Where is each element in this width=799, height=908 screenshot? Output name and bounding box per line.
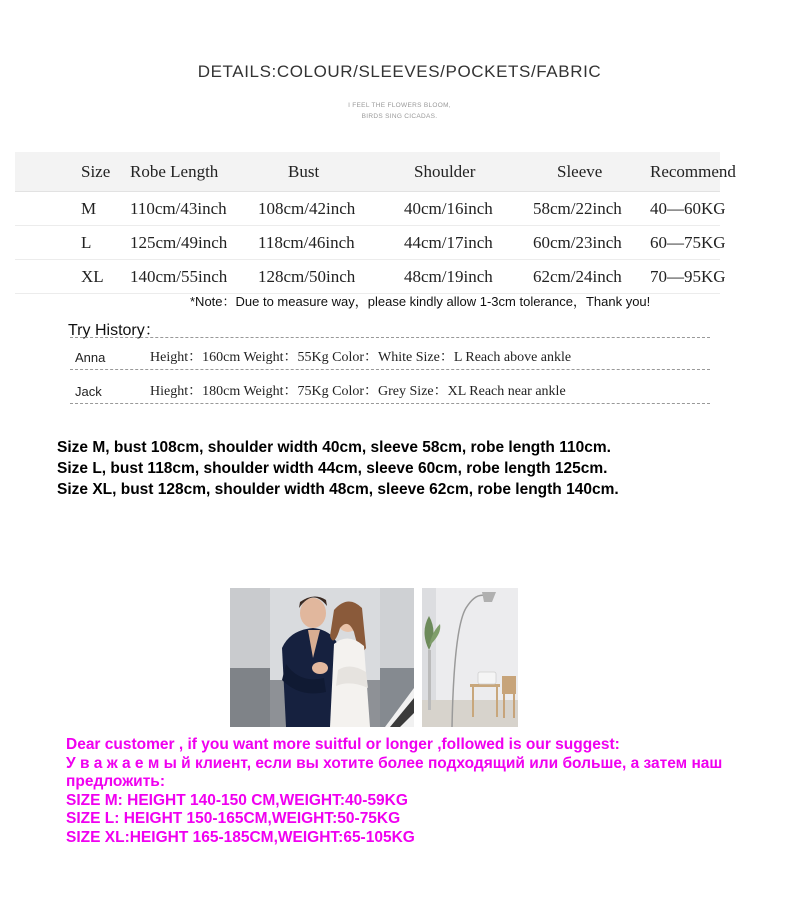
table-row	[15, 260, 726, 294]
cell-robe-length: 125cm/49inch	[130, 232, 228, 252]
cell-size: L	[81, 232, 92, 252]
page-title: DETAILS:COLOUR/SLEEVES/POCKETS/FABRIC	[197, 62, 602, 81]
header-size: Size	[81, 161, 111, 181]
summary-line-l: Size L, bust 118cm, shoulder width 44cm, sleeve 60cm, robe length 125cm.	[57, 460, 608, 477]
cell-recommend: 40—60KG	[650, 198, 726, 218]
table-row	[15, 192, 726, 226]
cell-size: M	[81, 198, 97, 218]
size-chart-table	[15, 152, 736, 294]
try-history-row	[70, 372, 710, 404]
try-history-name: Anna	[75, 350, 106, 365]
interior-room-photo	[422, 588, 518, 727]
tagline-line-2: BIRDS SING CICADAS.	[361, 113, 438, 120]
cell-sleeve: 58cm/22inch	[533, 198, 622, 218]
cell-shoulder: 44cm/17inch	[404, 232, 493, 252]
promo-line-russian: У в а ж а е м ы й клиент, если вы хотите более подходящий или больше, а затем наш предложить:	[66, 754, 723, 790]
header-robe-length: Robe Length	[130, 161, 219, 181]
cell-shoulder: 48cm/19inch	[404, 266, 493, 286]
table-row	[15, 226, 726, 260]
customer-suggestion	[66, 736, 796, 847]
try-history-name: Jack	[75, 384, 102, 399]
couple-robe-photo	[230, 588, 414, 727]
cell-bust: 118cm/46inch	[258, 232, 355, 252]
cell-sleeve: 60cm/23inch	[533, 232, 622, 252]
header-shoulder: Shoulder	[414, 161, 476, 181]
cell-recommend: 60—75KG	[650, 232, 726, 252]
cell-bust: 108cm/42inch	[258, 198, 356, 218]
cell-size: XL	[81, 266, 104, 286]
cell-bust: 128cm/50inch	[258, 266, 356, 286]
tolerance-note: *Note：Due to measure way，please kindly allow 1-3cm tolerance，Thank you!	[190, 294, 651, 309]
try-history-detail: Height：160cm Weight：55Kg Color：White Size：L Reach above ankle	[150, 350, 572, 365]
header-sleeve: Sleeve	[557, 161, 603, 181]
promo-line-size-m: SIZE M: HEIGHT 140-150 CM,WEIGHT:40-59KG	[66, 791, 408, 809]
size-summary	[57, 437, 797, 500]
cell-recommend: 70—95KG	[650, 266, 726, 286]
summary-line-xl: Size XL, bust 128cm, shoulder width 48cm, sleeve 62cm, robe length 140cm.	[57, 481, 619, 498]
tagline	[0, 100, 799, 122]
interior-room-illustration	[422, 588, 518, 727]
promo-line-english: Dear customer , if you want more suitful or longer ,followed is our suggest:	[66, 736, 620, 753]
header-recommend: Recommend	[650, 161, 736, 181]
header-bust: Bust	[288, 161, 320, 181]
cell-robe-length: 110cm/43inch	[130, 198, 227, 218]
promo-line-size-xl: SIZE XL:HEIGHT 165-185CM,WEIGHT:65-105KG	[66, 828, 415, 846]
cell-sleeve: 62cm/24inch	[533, 266, 622, 286]
cell-shoulder: 40cm/16inch	[404, 198, 493, 218]
try-history-detail: Hieght：180cm Weight：75Kg Color：Grey Size：XL Reach near ankle	[150, 384, 566, 399]
cell-robe-length: 140cm/55inch	[130, 266, 228, 286]
try-history-row	[70, 338, 710, 370]
try-history-title: Try History：	[68, 322, 161, 339]
tagline-line-1: I FEEL THE FLOWERS BLOOM,	[348, 102, 451, 109]
couple-robe-illustration	[230, 588, 414, 727]
summary-line-m: Size M, bust 108cm, shoulder width 40cm, sleeve 58cm, robe length 110cm.	[57, 439, 611, 456]
size-table-header-row	[15, 152, 736, 192]
promo-line-size-l: SIZE L: HEIGHT 150-165CM,WEIGHT:50-75KG	[66, 810, 401, 827]
